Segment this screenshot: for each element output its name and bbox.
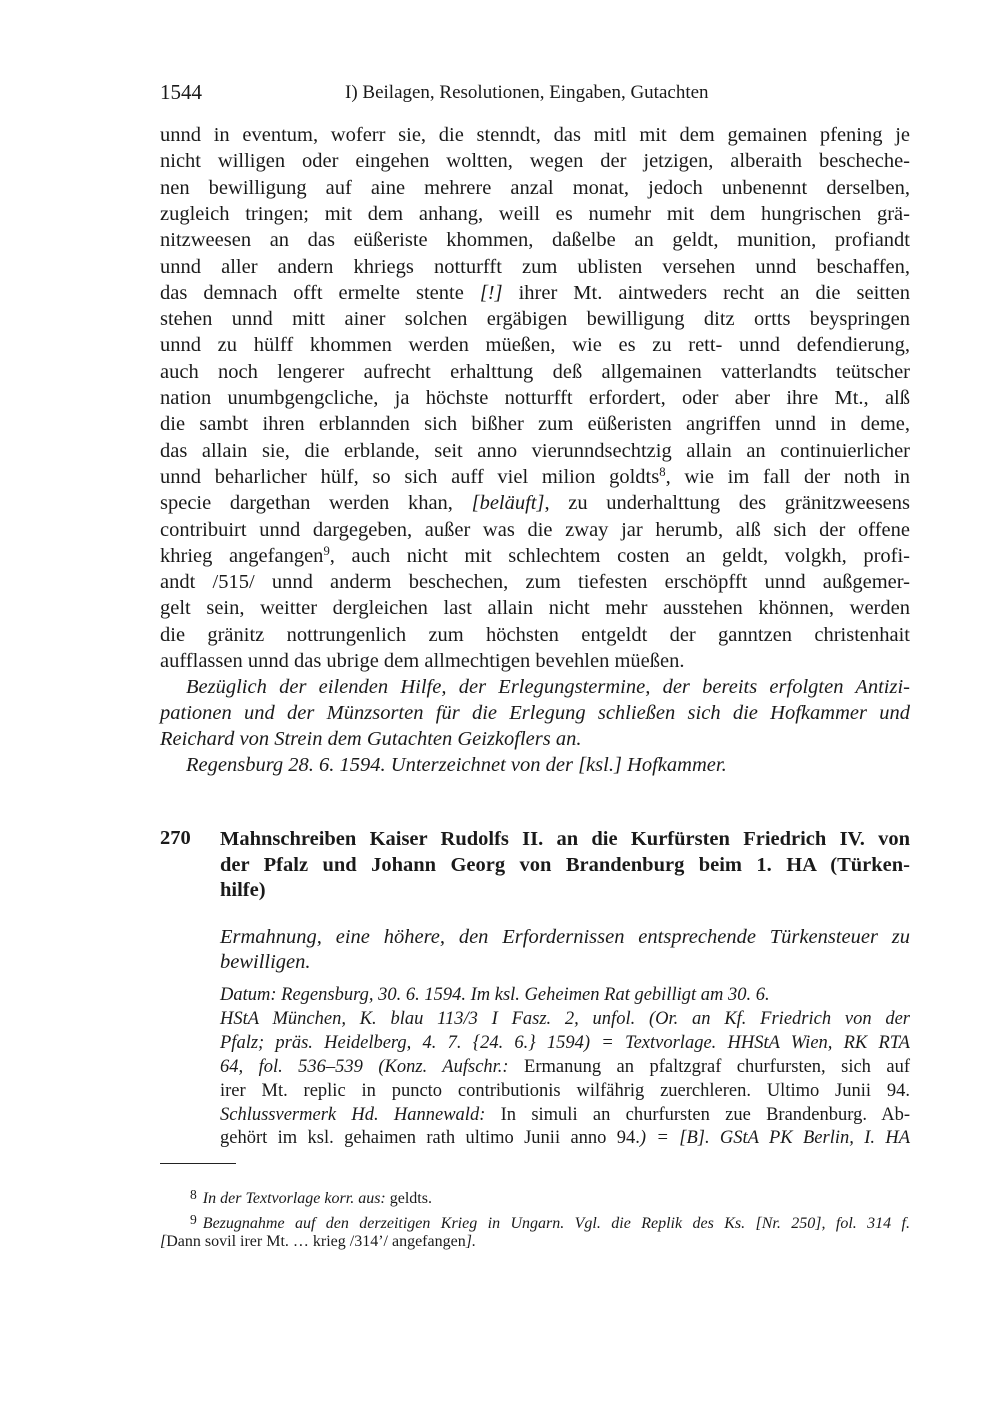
text-segment: , wie im fall der noth in	[665, 465, 910, 488]
source-line	[220, 1080, 910, 1104]
regest-line	[220, 950, 910, 977]
text-segment: specie dargethan werden khan,	[160, 492, 472, 515]
text-segment: andt /515/ unnd anderm beschechen, zum tiefesten erschöpfft unnd außgemer-	[160, 571, 910, 594]
text-segment: geldts.	[385, 1190, 432, 1208]
text-segment: Ermahnung, eine höhere, den Erfordernissen entsprechende Türkensteuer zu	[220, 926, 910, 948]
footnote	[190, 1209, 910, 1233]
body-line	[160, 122, 910, 149]
text-segment: irer Mt. replic in puncto contributionis wilfährig zuerchleren. Ultimo Junii 94.	[220, 1080, 910, 1101]
text-segment: hilfe)	[220, 879, 266, 901]
body-line	[160, 148, 910, 175]
source-line	[220, 1104, 910, 1128]
body-line	[160, 306, 910, 333]
body-line	[160, 648, 910, 675]
footnote-reference: 8	[659, 464, 666, 479]
footnote	[160, 1231, 910, 1252]
title-line	[220, 827, 910, 854]
text-segment: aufflassen unnd das ubrige dem allmechtigen bevehlen müeßen.	[160, 650, 685, 672]
source-line	[220, 1032, 910, 1056]
body-line	[160, 464, 910, 491]
source-line	[220, 1008, 910, 1032]
text-segment: zugleich tringen; mit dem anhang, weill es numehr mit dem hungrischen grä-	[160, 202, 910, 225]
body-line	[160, 411, 910, 438]
footnote-divider	[160, 1163, 236, 1164]
text-segment: gelt sein, weitter dergleichen last allain nicht mehr ausstehen khönnen, werden	[160, 597, 910, 620]
summary-line	[160, 700, 910, 727]
text-segment: nation unumbgengcliche, ja höchste notturfft erfordert, oder aber ihre Mt., alß	[160, 387, 910, 409]
text-segment: stehen unnd mitt ainer solchen ergäbigen bewilligung ditz ortts beyspringen	[160, 308, 910, 331]
text-segment: pationen und der Münzsorten für die Erlegung schließen sich die Hofkammer und	[160, 702, 910, 724]
summary-line	[186, 752, 910, 779]
body-line	[160, 438, 910, 465]
body-line	[160, 385, 910, 412]
summary-line	[186, 674, 910, 701]
source-line	[220, 1127, 910, 1151]
text-segment: unnd in eventum, woferr sie, die stenndt, das mitl mit dem gemainen pfening je	[160, 124, 910, 146]
text-segment: contribuirt unnd dargegeben, außer was die zway jar herumb, alß sich der offene	[160, 518, 910, 541]
body-line	[160, 517, 910, 544]
source-line	[220, 1056, 910, 1080]
text-segment: Datum: Regensburg, 30. 6. 1594. Im ksl. Geheimen Rat gebilligt am 30. 6.	[220, 985, 770, 1005]
footnote	[190, 1184, 910, 1208]
source-line	[220, 984, 910, 1008]
text-segment: nicht willigen oder eingehen woltten, wegen der jetzigen, alberaith bescheche-	[160, 150, 910, 173]
body-line	[160, 254, 910, 281]
regest-line	[220, 925, 910, 952]
text-segment: die sambt ihren erblannden sich bißher zum eüßeristen angriffen unnd in deme,	[160, 413, 910, 436]
text-segment: HStA München, K. blau 113/3 I Fasz. 2, unfol. (Or. an Kf. Friedrich von der	[220, 1008, 910, 1029]
text-segment: nitzweesen an das eüßeriste khommen, daßelbe an geldt, munition, profiandt	[160, 229, 910, 252]
text-segment: Reichard von Strein dem Gutachten Geizkoflers an.	[160, 728, 582, 750]
text-segment: Pfalz; präs. Heidelberg, 4. 7. {24. 6.} 1594) = Textvorlage. HHStA Wien, RK RTA	[220, 1032, 910, 1053]
running-title: I) Beilagen, Resolutionen, Eingaben, Gutachten	[345, 82, 709, 103]
title-line	[220, 878, 910, 905]
body-line	[160, 569, 910, 596]
text-segment: bewilligen.	[220, 951, 311, 973]
body-line	[160, 332, 910, 359]
text-segment: ].	[465, 1233, 476, 1250]
text-segment: In der Textvorlage korr. aus:	[202, 1190, 386, 1208]
text-segment: , zu underhalttung des gränitzweesens	[544, 492, 910, 515]
body-line	[160, 175, 910, 202]
text-segment: unnd beharlicher hülf, so sich auff viel milion goldts	[160, 465, 660, 488]
text-segment: In simuli an churfursten zue Brandenburg. Ab-	[485, 1104, 910, 1125]
summary-line	[160, 726, 910, 753]
text-segment: Bezüglich der eilenden Hilfe, der Erlegungstermine, der bereits erfolgten Antizi-	[186, 676, 910, 698]
body-line	[160, 622, 910, 649]
footnote-reference: 9	[323, 543, 330, 558]
text-segment: unnd aller andern khriegs notturfft zum ublisten versehen unnd beschaffen,	[160, 255, 910, 278]
text-segment: auch noch lengerer aufrecht erhalttung deß allgemainen vatterlandts teütscher	[160, 360, 910, 383]
text-segment: Dann sovil irer Mt. … krieg /314’/ angefangen	[166, 1233, 466, 1250]
text-segment: Bezugnahme auf den derzeitigen Krieg in Ungarn. Vgl. die Replik des Ks. [Nr. 250], fol. 314 f.	[202, 1215, 910, 1233]
text-segment: Mahnschreiben Kaiser Rudolfs II. an die Kurfürsten Friedrich IV. von	[220, 828, 910, 850]
text-segment: das allain sie, die erblande, seit anno vierunndsechtzig allain an continuierlicher	[160, 439, 910, 462]
text-segment: [	[160, 1233, 167, 1250]
body-line	[160, 227, 910, 254]
text-segment: ) = [B]. GStA PK Berlin, I. HA	[639, 1128, 910, 1149]
body-line	[160, 359, 910, 386]
text-segment: unnd zu hülff khommen werden müeßen, wie es zu rett- unnd defendierung,	[160, 334, 910, 357]
footnote-number: 9	[190, 1212, 197, 1227]
body-line	[160, 543, 910, 570]
text-segment: Schlussvermerk Hd. Hannewald:	[220, 1104, 486, 1125]
text-segment: nen bewilligung auf aine mehrere anzal monat, jedoch unbenennt derselben,	[160, 176, 910, 199]
text-segment: das demnach offt ermelte stente	[160, 281, 480, 304]
body-line	[160, 201, 910, 228]
body-line	[160, 280, 910, 307]
body-line	[160, 595, 910, 622]
page-number: 1544	[160, 80, 202, 104]
text-segment: [beläuft]	[471, 492, 545, 515]
text-segment: khrieg angefangen	[160, 544, 324, 567]
document-number: 270	[160, 827, 191, 849]
text-segment: Regensburg 28. 6. 1594. Unterzeichnet von der [ksl.] Hofkammer.	[186, 754, 727, 776]
text-segment: der Pfalz und Johann Georg von Brandenburg beim 1. HA (Türken-	[220, 853, 910, 876]
text-segment: Ermanung an pfaltzgraf churfursten, sich auf	[508, 1056, 910, 1077]
text-segment: gehört im ksl. gehaimen rath ultimo Junii anno 94.	[220, 1128, 640, 1149]
footnote-number: 8	[190, 1187, 197, 1202]
text-segment: ihrer Mt. aintweders recht an die seitten	[502, 281, 911, 304]
text-segment: [!]	[479, 281, 503, 304]
text-segment: , auch nicht mit schlechtem costen an geldt, volgkh, profi-	[329, 544, 910, 567]
text-segment: 64, fol. 536–539 (Konz. Aufschr.:	[220, 1056, 509, 1077]
text-segment: die gränitz nottrungenlich zum höchsten entgeldt der ganntzen christenhait	[160, 623, 910, 646]
body-line	[160, 490, 910, 517]
title-line	[220, 853, 910, 880]
